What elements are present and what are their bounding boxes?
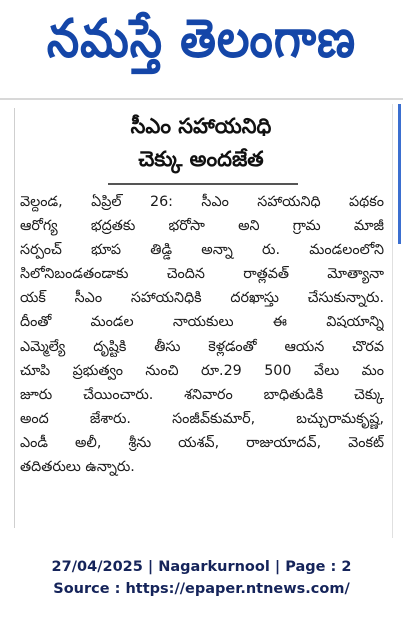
column-rule	[392, 104, 393, 538]
side-accent-bar	[398, 104, 401, 244]
clipping-left-border	[14, 108, 15, 528]
masthead	[0, 0, 403, 90]
body-line: ఎండీ అలీ, శ్రీను యశవ్, రాజుయాదవ్, వెంకట్	[20, 434, 384, 451]
body-line: సిలోనిబండతండాకు చెందిన రాత్లవత్ మోత్యానా	[20, 266, 384, 283]
body-line: చూపి ప్రభుత్వం నుంచి రూ.29 500 వేలు మం	[20, 362, 384, 379]
body-line: జూరు చేయించారు. శనివారం బాధితుడికి చెక్కు	[20, 386, 384, 403]
source-link[interactable]: Source : https://epaper.ntnews.com/	[53, 581, 350, 597]
body-line: యక్ సీఎం సహాయనిధికి దరఖాస్తు చేసుకున్నారు.	[20, 290, 384, 307]
body-line: ఆరోగ్య భద్రతకు భరోసా అని గ్రామ మాజీ	[20, 218, 384, 235]
masthead-divider	[0, 98, 403, 100]
source-footer	[0, 556, 403, 600]
headline-line-1: సీఎం సహాయనిధి	[130, 114, 272, 138]
body-line: సర్పంచ్ భూప తిడ్డి అన్నా రు. మండలంలోని	[20, 242, 384, 259]
body-line: తదితరులు ఉన్నారు.	[20, 459, 135, 476]
body-line: వెల్దండ, ఏప్రిల్ 26: సీఎం సహాయనిధి పథకం	[20, 194, 384, 210]
body-line: ఎమ్మెల్యే దృష్టికి తీసు కెళ్లడంతో ఆయన చొరవ	[20, 338, 384, 355]
body-line: దీంతో మండల నాయకులు ఈ విషయాన్ని	[20, 314, 384, 331]
article-headline	[20, 110, 382, 176]
article-body	[20, 190, 384, 479]
body-line: అంద జేశారు. సంజీవ్‌కుమార్, బచ్చురామకృష్ణ,	[20, 410, 384, 427]
headline-underline	[108, 183, 298, 185]
headline-line-2: చెక్కు అందజేత	[138, 147, 264, 171]
newspaper-title: నమస్తే తెలంగాణ	[46, 7, 357, 70]
edition-info: 27/04/2025 | Nagarkurnool | Page : 2	[51, 559, 352, 575]
